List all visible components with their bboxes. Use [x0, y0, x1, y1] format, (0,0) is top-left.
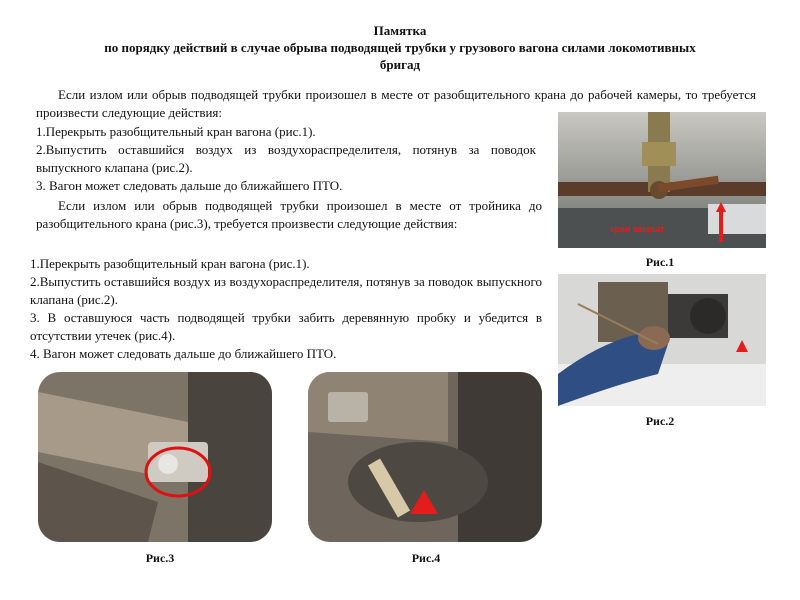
- figure-1-overlay: кран закрыт: [610, 224, 665, 234]
- title-line-2: по порядку действий в случае обрыва подводящей трубки у грузового вагона силами локомотивных: [104, 40, 696, 55]
- figure-3-photo: [38, 372, 272, 542]
- section1-step-1: 1.Перекрыть разобщительный кран вагона (рис.1).: [36, 124, 316, 139]
- figure-4-caption: Рис.4: [411, 551, 441, 565]
- section1-step-2: 2.Выпустить оставшийся воздух из воздухораспределителя, потянув за поводок выпускного клапана (рис.2).: [36, 142, 536, 175]
- figure-2-photo: [558, 274, 766, 406]
- figure-1-photo: [558, 112, 766, 248]
- section1-intro: Если излом или обрыв подводящей трубки произошел в месте от разобщительного крана до рабочей камеры, то требуется произвести следующие действия:: [36, 87, 756, 120]
- figure-4-photo: [308, 372, 542, 542]
- section2-step-3: 3. В оставшуюся часть подводящей трубки забить деревянную пробку и убедится в отсутствии утечек (рис.4).: [30, 310, 542, 343]
- document-title: [60, 22, 740, 73]
- section2-step-2: 2.Выпустить оставшийся воздух из воздухораспределителя, потянув за поводок выпускного клапана (рис.2).: [30, 274, 542, 307]
- section2-step-4: 4. Вагон может следовать дальше до ближайшего ПТО.: [30, 346, 337, 361]
- section2-intro: Если излом или обрыв подводящей трубки произошел в месте от тройника до разобщительного крана (рис.3), требуется произвести следующие действия:: [36, 198, 542, 231]
- figure-3-caption: Рис.3: [145, 551, 175, 565]
- section2-step-1: 1.Перекрыть разобщительный кран вагона (рис.1).: [30, 256, 310, 271]
- figure-2-caption: Рис.2: [645, 414, 675, 428]
- figure-1-caption: Рис.1: [645, 255, 675, 269]
- title-line-1: Памятка: [373, 23, 427, 38]
- title-line-3: бригад: [379, 57, 421, 72]
- section1-step-3: 3. Вагон может следовать дальше до ближайшего ПТО.: [36, 178, 343, 193]
